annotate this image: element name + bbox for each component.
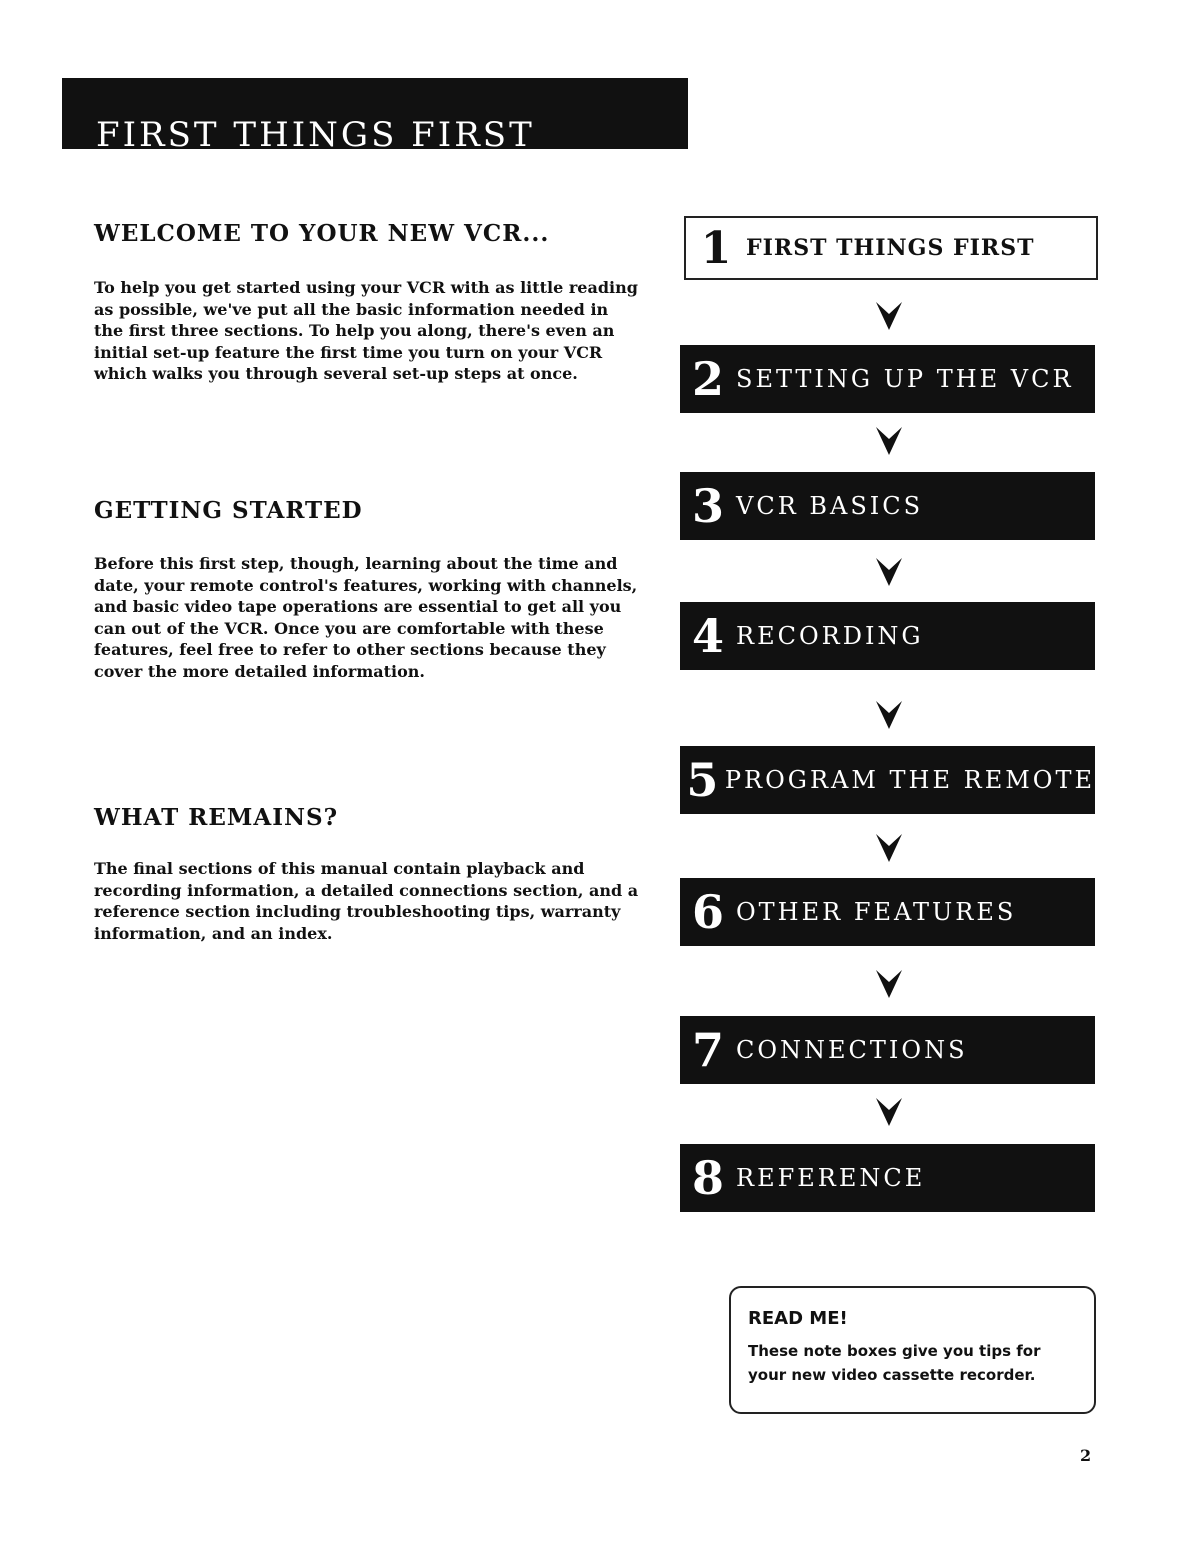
down-arrow-icon: [872, 966, 906, 1000]
step-number: 6: [691, 885, 724, 939]
down-arrow-icon: [872, 423, 906, 457]
step-label: REFERENCE: [736, 1164, 926, 1192]
step-label: OTHER FEATURES: [736, 898, 1017, 926]
section-body-welcome: To help you get started using your VCR with as little reading as possible, we've put all the basic information needed in the first three sections. To help you along, there's even an initial set-up feature the first time you turn on your VCR which walks you through several set-up steps at once.: [94, 278, 638, 383]
step-reference: [680, 1144, 1095, 1212]
page-number: 2: [1080, 1446, 1092, 1465]
step-vcr-basics: [680, 472, 1095, 540]
section-body-getting-started: Before this first step, though, learning about the time and date, your remote control's features, working with channels, and basic video tape operations are essential to get all you can out of the VCR. Once you are comfortable with these features, feel free to refer to other sections because they cover the more detailed information.: [94, 554, 638, 681]
section-body-what-remains: The final sections of this manual contain playback and recording information, a detailed connections section, and a reference section including troubleshooting tips, warranty information, and an index.: [94, 859, 639, 943]
down-arrow-icon: [872, 298, 906, 332]
step-label: FIRST THINGS FIRST: [746, 235, 1035, 261]
step-number: 7: [691, 1023, 724, 1077]
step-number: 3: [691, 479, 724, 533]
step-other-features: [680, 878, 1095, 946]
down-arrow-icon: [872, 1094, 906, 1128]
step-number: 1: [700, 222, 732, 274]
down-arrow-icon: [872, 697, 906, 731]
step-label: CONNECTIONS: [736, 1036, 968, 1064]
step-label: PROGRAM THE REMOTE: [724, 766, 1095, 794]
step-setting-up-the-vcr: [680, 345, 1095, 413]
step-first-things-first: [684, 216, 1098, 280]
section-heading-what-remains: WHAT REMAINS?: [94, 804, 339, 831]
step-label: VCR BASICS: [736, 492, 924, 520]
step-connections: [680, 1016, 1095, 1084]
step-program-the-remote: [680, 746, 1095, 814]
down-arrow-icon: [872, 554, 906, 588]
step-number: 8: [691, 1151, 724, 1205]
section-heading-getting-started: GETTING STARTED: [94, 497, 363, 524]
note-body: These note boxes give you tips for your new video cassette recorder.: [748, 1342, 1041, 1384]
page-header-bar: [62, 78, 688, 155]
step-label: SETTING UP THE VCR: [736, 365, 1074, 393]
step-recording: [680, 602, 1095, 670]
step-number: 5: [686, 753, 719, 807]
page-title: FIRST THINGS FIRST: [96, 114, 535, 155]
step-number: 2: [691, 352, 724, 406]
step-label: RECORDING: [736, 622, 924, 650]
section-heading-welcome: WELCOME TO YOUR NEW VCR...: [94, 220, 550, 247]
step-number: 4: [691, 609, 724, 663]
note-title: READ ME!: [748, 1308, 848, 1329]
down-arrow-icon: [872, 830, 906, 864]
read-me-note-box: [729, 1286, 1096, 1414]
